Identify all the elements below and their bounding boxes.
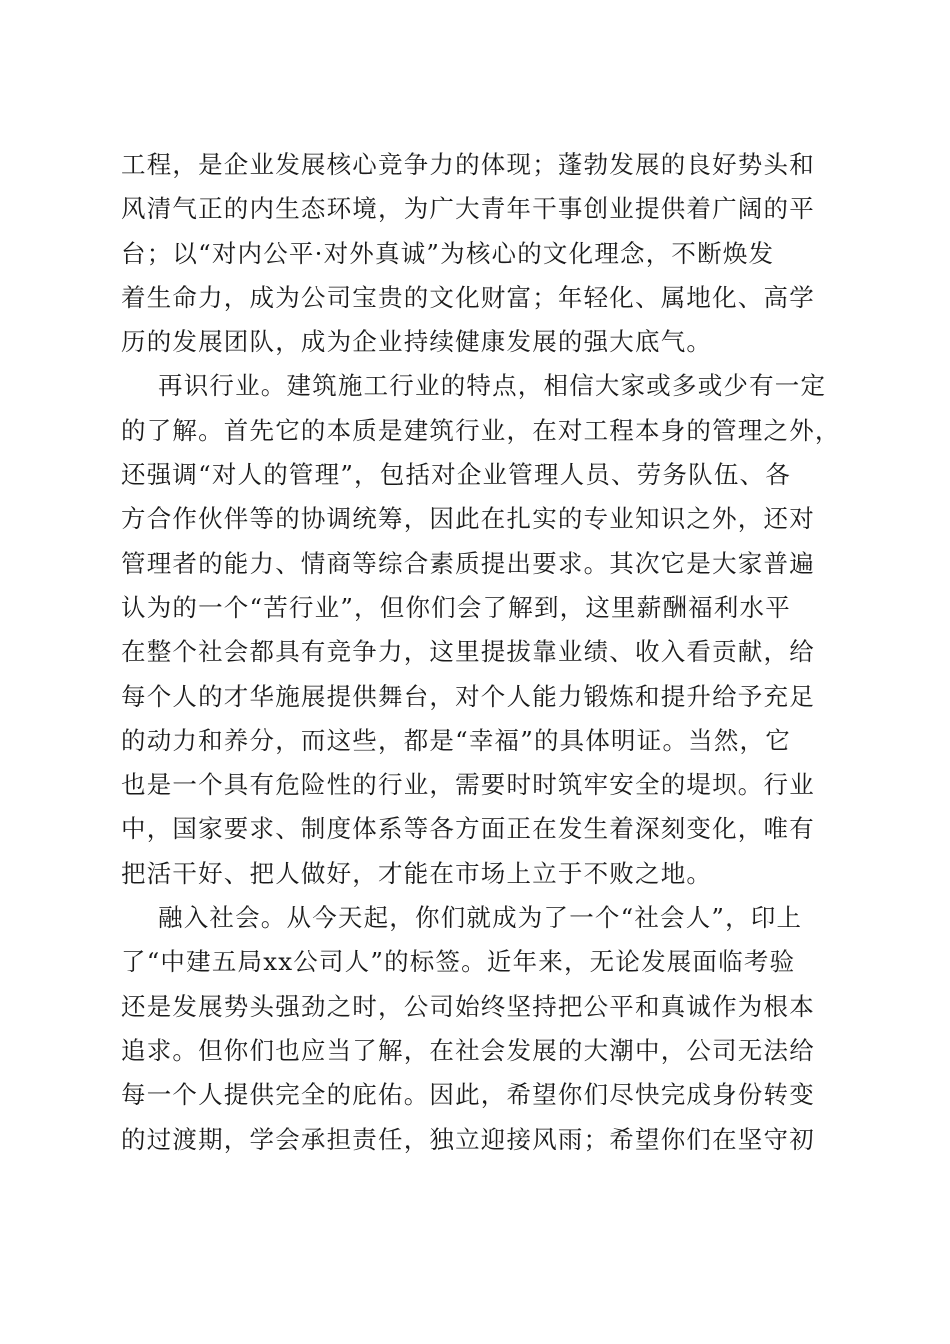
text-line: 在整个社会都具有竞争力，这里提拔靠业绩、收入看贡献，给 [121, 637, 815, 667]
paragraph-1 [121, 143, 831, 364]
text-line: 把活干好、把人做好，才能在市场上立于不败之地。 [121, 858, 713, 888]
paragraph-3 [121, 896, 831, 1162]
text-line: 还是发展势头强劲之时，公司始终坚持把公平和真诚作为根本 [121, 991, 815, 1021]
text-line: 也是一个具有危险性的行业，需要时时筑牢安全的堤坝。行业 [121, 770, 815, 800]
paragraph-first-line: 再识行业。建筑施工行业的特点，相信大家或多或少有一定 [158, 371, 827, 401]
document-body [121, 143, 841, 1162]
text-line: 台；以“对内公平·对外真诚”为核心的文化理念，不断焕发 [121, 238, 775, 268]
paragraph-2 [121, 364, 841, 896]
text-line: 每个人的才华施展提供舞台，对个人能力锻炼和提升给予充足 [121, 681, 815, 711]
text-line: 工程，是企业发展核心竞争力的体现；蓬勃发展的良好势头和 [121, 150, 815, 179]
text-line: 还强调“对人的管理”，包括对企业管理人员、劳务队伍、各 [121, 460, 791, 490]
text-line: 方合作伙伴等的协调统筹，因此在扎实的专业知识之外，还对 [121, 504, 815, 534]
text-line: 认为的一个“苦行业”，但你们会了解到，这里薪酬福利水平 [121, 592, 791, 622]
text-line: 管理者的能力、情商等综合素质提出要求。其次它是大家普遍 [121, 548, 815, 578]
text-line: 历的发展团队，成为企业持续健康发展的强大底气。 [121, 327, 713, 357]
text-line: 追求。但你们也应当了解，在社会发展的大潮中，公司无法给 [121, 1035, 815, 1065]
text-line: 每一个人提供完全的庇佑。因此，希望你们尽快完成身份转变 [121, 1080, 815, 1110]
paragraph-first-line: 融入社会。从今天起，你们就成为了一个“社会人”，印上 [158, 903, 803, 933]
text-line: 着生命力，成为公司宝贵的文化财富；年轻化、属地化、高学 [121, 282, 815, 312]
text-line: 的动力和养分，而这些，都是“幸福”的具体明证。当然，它 [121, 725, 791, 755]
text-line: 中，国家要求、制度体系等各方面正在发生着深刻变化，唯有 [121, 814, 815, 844]
text-line: 的过渡期，学会承担责任，独立迎接风雨；希望你们在坚守初 [121, 1124, 815, 1154]
text-line: 了“中建五局xx公司人”的标签。近年来，无论发展面临考验 [121, 947, 796, 977]
text-line: 风清气正的内生态环境，为广大青年干事创业提供着广阔的平 [121, 194, 815, 224]
text-line: 的了解。首先它的本质是建筑行业，在对工程本身的管理之外， [121, 415, 841, 445]
